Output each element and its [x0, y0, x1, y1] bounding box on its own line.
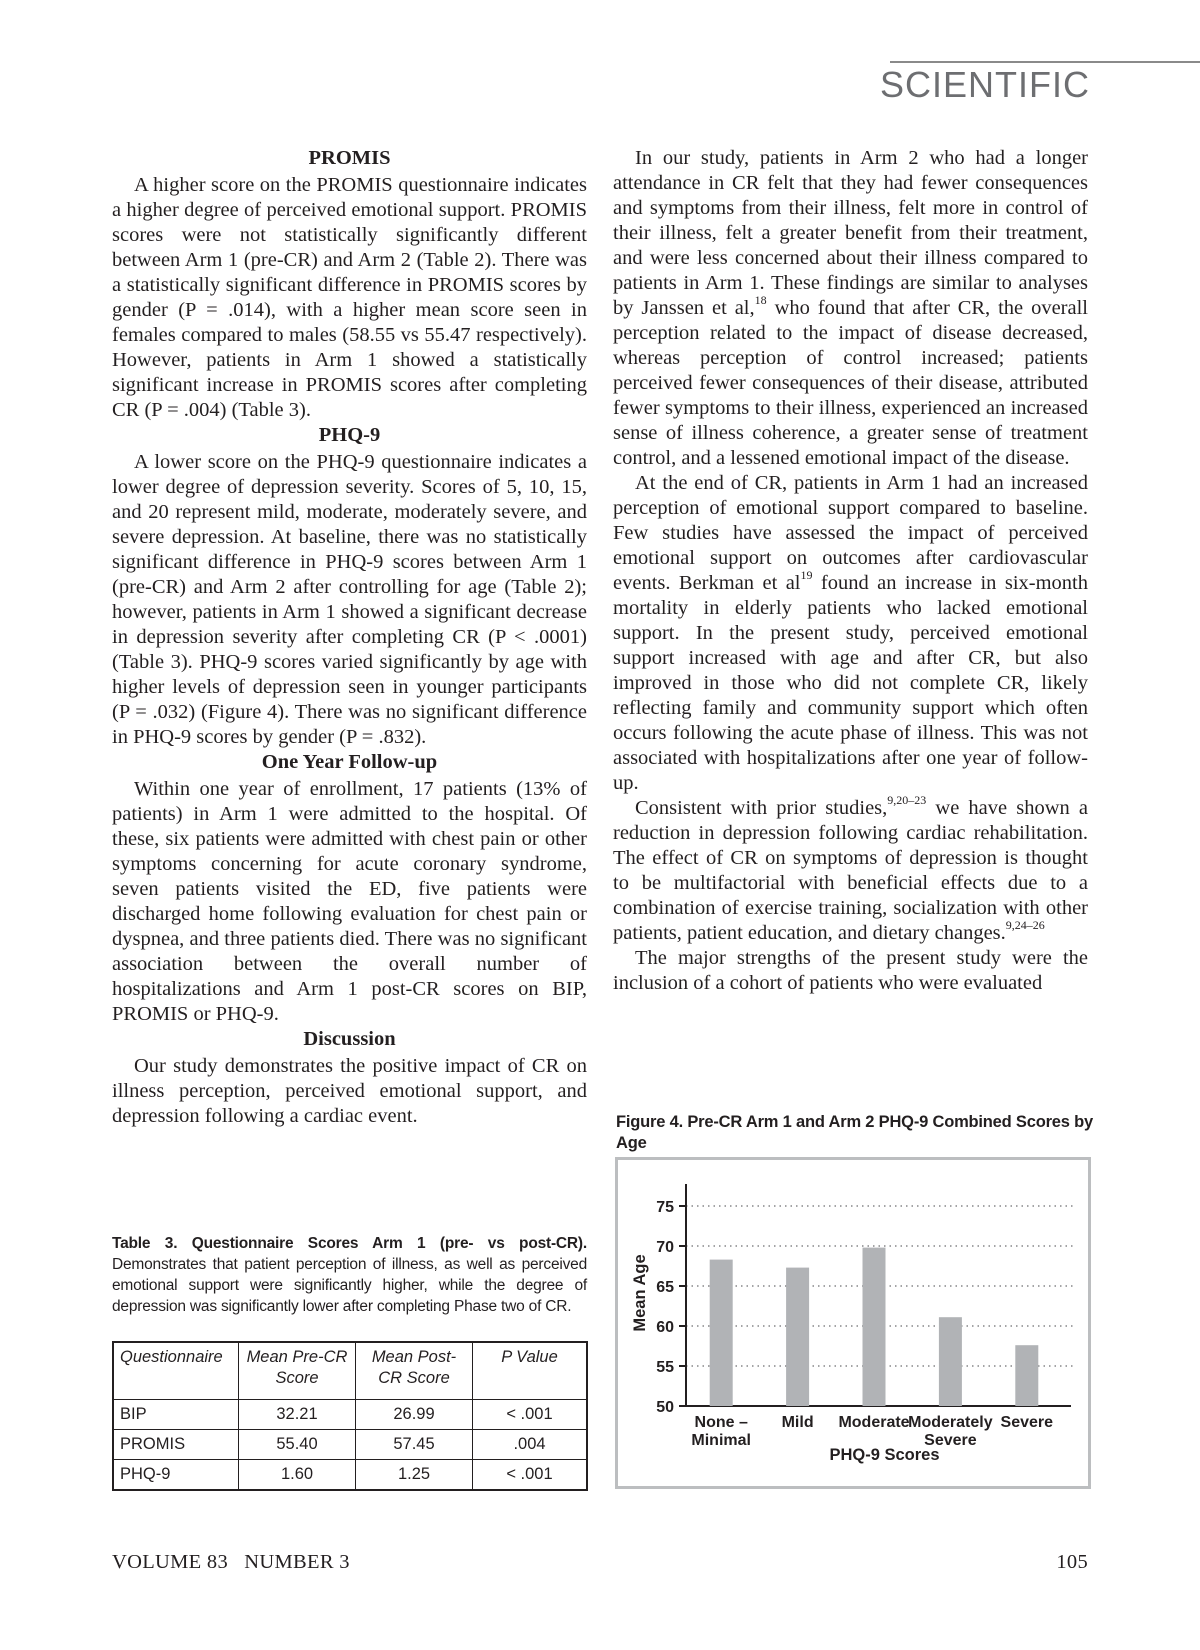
phq9-heading: PHQ-9 [318, 424, 381, 446]
table-row [113, 1460, 587, 1491]
table-cell: < .001 [473, 1400, 588, 1430]
y-tick-label: 50 [656, 1399, 674, 1416]
x-tick-label: Moderately [908, 1414, 993, 1431]
x-tick-label: Moderate [838, 1414, 910, 1431]
table-caption: Table 3. Questionnaire Scores Arm 1 (pre- vs post-CR). Demonstrates that patient perception of illness, as well as perceived emotional support were significantly higher, while the degree of depression was significantly lower after completing Phase two of CR. [112, 1235, 587, 1315]
footer-volume: VOLUME 83 NUMBER 3 [112, 1551, 350, 1573]
y-tick-label: 65 [656, 1279, 674, 1296]
citation: 9,24–26 [1005, 918, 1045, 933]
footer-page-number: 105 [1056, 1551, 1088, 1573]
table-cell: 55.40 [239, 1430, 356, 1460]
table-row [113, 1400, 587, 1430]
y-tick-label: 60 [656, 1319, 674, 1336]
right-column [613, 146, 1088, 996]
promis-paragraph: A higher score on the PROMIS questionnaire indicates a higher degree of perceived emotional support. PROMIS scores were not statistically significantly different between Arm 1 (pre-CR) and Arm 2 (Table 2). There was a statistically significant difference in PROMIS scores by gender (P = .014), with a higher mean score seen in females compared to males (58.55 vs 55.47 respectively). However, patients in Arm 1 showed a statistically significant increase in PROMIS scores after completing CR (P = .004) (Table 3). [112, 174, 587, 421]
x-axis-label: PHQ-9 Scores [829, 1446, 940, 1464]
x-tick-label: Minimal [691, 1432, 751, 1449]
discussion-paragraph: Our study demonstrates the positive impact of CR on illness perception, perceived emotional support, and depression following a cardiac event. [112, 1055, 587, 1127]
right-paragraph-1: In our study, patients in Arm 2 who had a longer attendance in CR felt that they had fewer consequences and symptoms from their illness, felt more in control of their illness, felt a greater benefit from their treatment, and were less concerned about their illness compared to patients in Arm 1. These findings are similar to analyses by Janssen et al,$^{18}$ who found that after CR, the overall perception related to the impact of disease decreased, whereas perception of control increased; patients perceived fewer consequences of their disease, attributed fewer symptoms to their illness, experienced an increased sense of illness coherence, a greater sense of treatment control, and a lessened emotional impact of the disease. [613, 147, 1088, 469]
bar [1015, 1345, 1038, 1406]
table-cell: < .001 [473, 1460, 588, 1491]
y-tick-label: 55 [656, 1359, 674, 1376]
phq9-paragraph: A lower score on the PHQ-9 questionnaire indicates a lower degree of depression severity. Scores of 5, 10, 15, and 20 represent mild, moderate, moderately severe, and severe depression. At baseline, there was no statistically significant difference in PHQ-9 scores between Arm 1 (pre-CR) and Arm 2 after controlling for age (Table 2); however, patients in Arm 1 showed a significant decrease in depression severity after completing CR (P < .0001) (Table 3). PHQ-9 scores varied significantly by age with higher levels of depression seen in younger participants (P = .032) (Figure 4). There was no significant difference in PHQ-9 scores by gender (P = .832). [112, 451, 587, 748]
x-tick-label: Mild [781, 1414, 814, 1431]
left-column [112, 146, 587, 1129]
promis-heading: PROMIS [308, 147, 391, 169]
right-paragraph-2: At the end of CR, patients in Arm 1 had an increased perception of emotional support compared to baseline. Few studies have assessed the impact of perceived emotional support on outcomes after cardiovascular events. Berkman et $al^{19}$ found an increase in six-month mortality in elderly patients who lacked emotional support. In the present study, perceived emotional support increased with age and after CR, but also improved in those who did not complete CR, likely reflecting family and community support which often occurs following the acute phase of illness. This was not associated with hospitalizations after one year of follow-up. [613, 472, 1088, 794]
section-label: SCIENTIFIC [879, 64, 1090, 105]
table-cell: 1.25 [356, 1460, 473, 1491]
x-tick-label: Severe [924, 1432, 977, 1449]
x-tick-label: None – [694, 1414, 748, 1431]
citation: 19 [800, 568, 813, 583]
y-tick-label: 70 [656, 1239, 674, 1256]
table-cell: 1.60 [239, 1460, 356, 1491]
bar-chart [618, 1160, 1088, 1486]
column-header: Mean Pre-CR Score [239, 1342, 356, 1400]
table-cell: PHQ-9 [113, 1460, 239, 1491]
discussion-heading: Discussion [303, 1028, 396, 1050]
table-cell: 32.21 [239, 1400, 356, 1430]
y-tick-label: 75 [656, 1199, 674, 1216]
y-axis-label: Mean Age [631, 1254, 649, 1332]
citation: 18 [754, 293, 767, 308]
table-row [113, 1430, 587, 1460]
table-cell: .004 [473, 1430, 588, 1460]
bar [863, 1248, 886, 1406]
table-cell: BIP [113, 1400, 239, 1430]
questionnaire-table [112, 1341, 588, 1491]
column-header: Mean Post-CR Score [356, 1342, 473, 1400]
column-header: Questionnaire [113, 1342, 239, 1400]
bar [710, 1260, 733, 1406]
column-header: P Value [473, 1342, 588, 1400]
figure-box [615, 1157, 1091, 1489]
table-cell: PROMIS [113, 1430, 239, 1460]
figure-caption: Figure 4. Pre-CR Arm 1 and Arm 2 PHQ-9 Combined Scores by Age [616, 1113, 1093, 1152]
right-paragraph-3: Consistent with prior studies,$^{9,20-23}$ we have shown a reduction in depression following cardiac rehabilitation. The effect of CR on symptoms of depression is thought to be multifactorial with beneficial effects due to a combination of exercise training, socialization with other patients, patient education, and dietary changes.$^{9,24-26}$ [613, 793, 1089, 944]
bar [786, 1268, 809, 1406]
right-paragraph-4: The major strengths of the present study were the inclusion of a cohort of patients who were evaluated [613, 947, 1088, 994]
x-tick-label: Severe [1000, 1414, 1054, 1431]
citation: 9,20–23 [887, 793, 927, 808]
followup-paragraph: Within one year of enrollment, 17 patients (13% of patients) in Arm 1 were admitted to the hospital. Of these, six patients were admitted with chest pain or other symptoms concerning for acute coronary syndrome, seven patients visited the ED, five patients were discharged home following evaluation for chest pain or dyspnea, and three patients died. There was no significant association between the overall number of hospitalizations and Arm 1 post-CR scores on BIP, PROMIS or PHQ-9. [112, 778, 587, 1025]
table-cell: 57.45 [356, 1430, 473, 1460]
bar [939, 1317, 962, 1406]
table-cell: 26.99 [356, 1400, 473, 1430]
followup-heading: One Year Follow-up [261, 751, 438, 773]
